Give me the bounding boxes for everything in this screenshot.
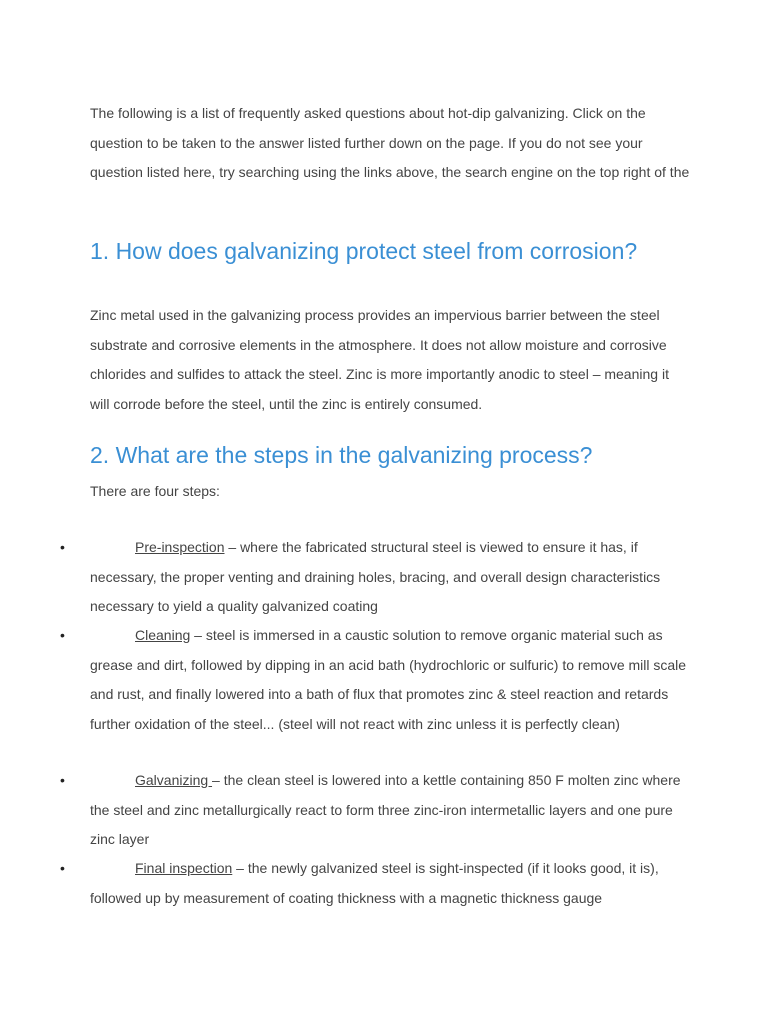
bullet-icon: • bbox=[60, 539, 65, 555]
step-description: – the newly galvanized steel is sight-inspected (if it looks good, it is), followed up by measurement of coating thickness with a magnetic thickness gauge bbox=[90, 860, 659, 906]
step-term-final-inspection: Final inspection bbox=[135, 860, 233, 876]
question-1-heading[interactable]: 1. How does galvanizing protect steel from corrosion? bbox=[90, 238, 638, 264]
step-term-cleaning: Cleaning bbox=[135, 627, 191, 643]
step-term-pre-inspection: Pre-inspection bbox=[135, 539, 225, 555]
step-text bbox=[90, 621, 690, 739]
question-2-lead: There are four steps: bbox=[90, 483, 220, 499]
step-description: – where the fabricated structural steel is viewed to ensure it has, if necessary, the proper venting and draining holes, bracing, and overall design characteristics necessary to yield a quality galvanized coating bbox=[90, 539, 661, 614]
step-text bbox=[90, 766, 690, 855]
step-text bbox=[90, 533, 690, 622]
question-1-answer: Zinc metal used in the galvanizing process provides an impervious barrier between the steel substrate and corrosive elements in the atmosphere. It does not allow moisture and corrosive chlorides and sulfides to attack the steel. Zinc is more importantly anodic to steel – meaning it will corrode before the steel, until the zinc is entirely consumed. bbox=[90, 307, 669, 412]
step-description: – the clean steel is lowered into a kettle containing 850 F molten zinc where the steel and zinc metallurgically react to form three zinc-iron intermetallic layers and one pure zinc layer bbox=[90, 772, 681, 847]
question-2-heading[interactable]: 2. What are the steps in the galvanizing process? bbox=[90, 442, 593, 468]
step-description: – steel is immersed in a caustic solution to remove organic material such as grease and dirt, followed by dipping in an acid bath (hydrochloric or sulfuric) to remove mill scale and rust, and finally lowered into a bath of flux that promotes zinc & steel reaction and retards further oxidation of the steel... (steel will not react with zinc unless it is perfectly clean) bbox=[90, 627, 687, 732]
intro-paragraph: The following is a list of frequently asked questions about hot-dip galvanizing. Click on the question to be taken to the answer listed further down on the page. If you do not see your question listed here, try searching using the links above, the search engine on the top right of the bbox=[90, 105, 690, 180]
step-term-galvanizing: Galvanizing bbox=[135, 772, 213, 788]
step-text bbox=[90, 854, 690, 913]
bullet-icon: • bbox=[60, 772, 65, 788]
bullet-icon: • bbox=[60, 860, 65, 876]
bullet-icon: • bbox=[60, 627, 65, 643]
